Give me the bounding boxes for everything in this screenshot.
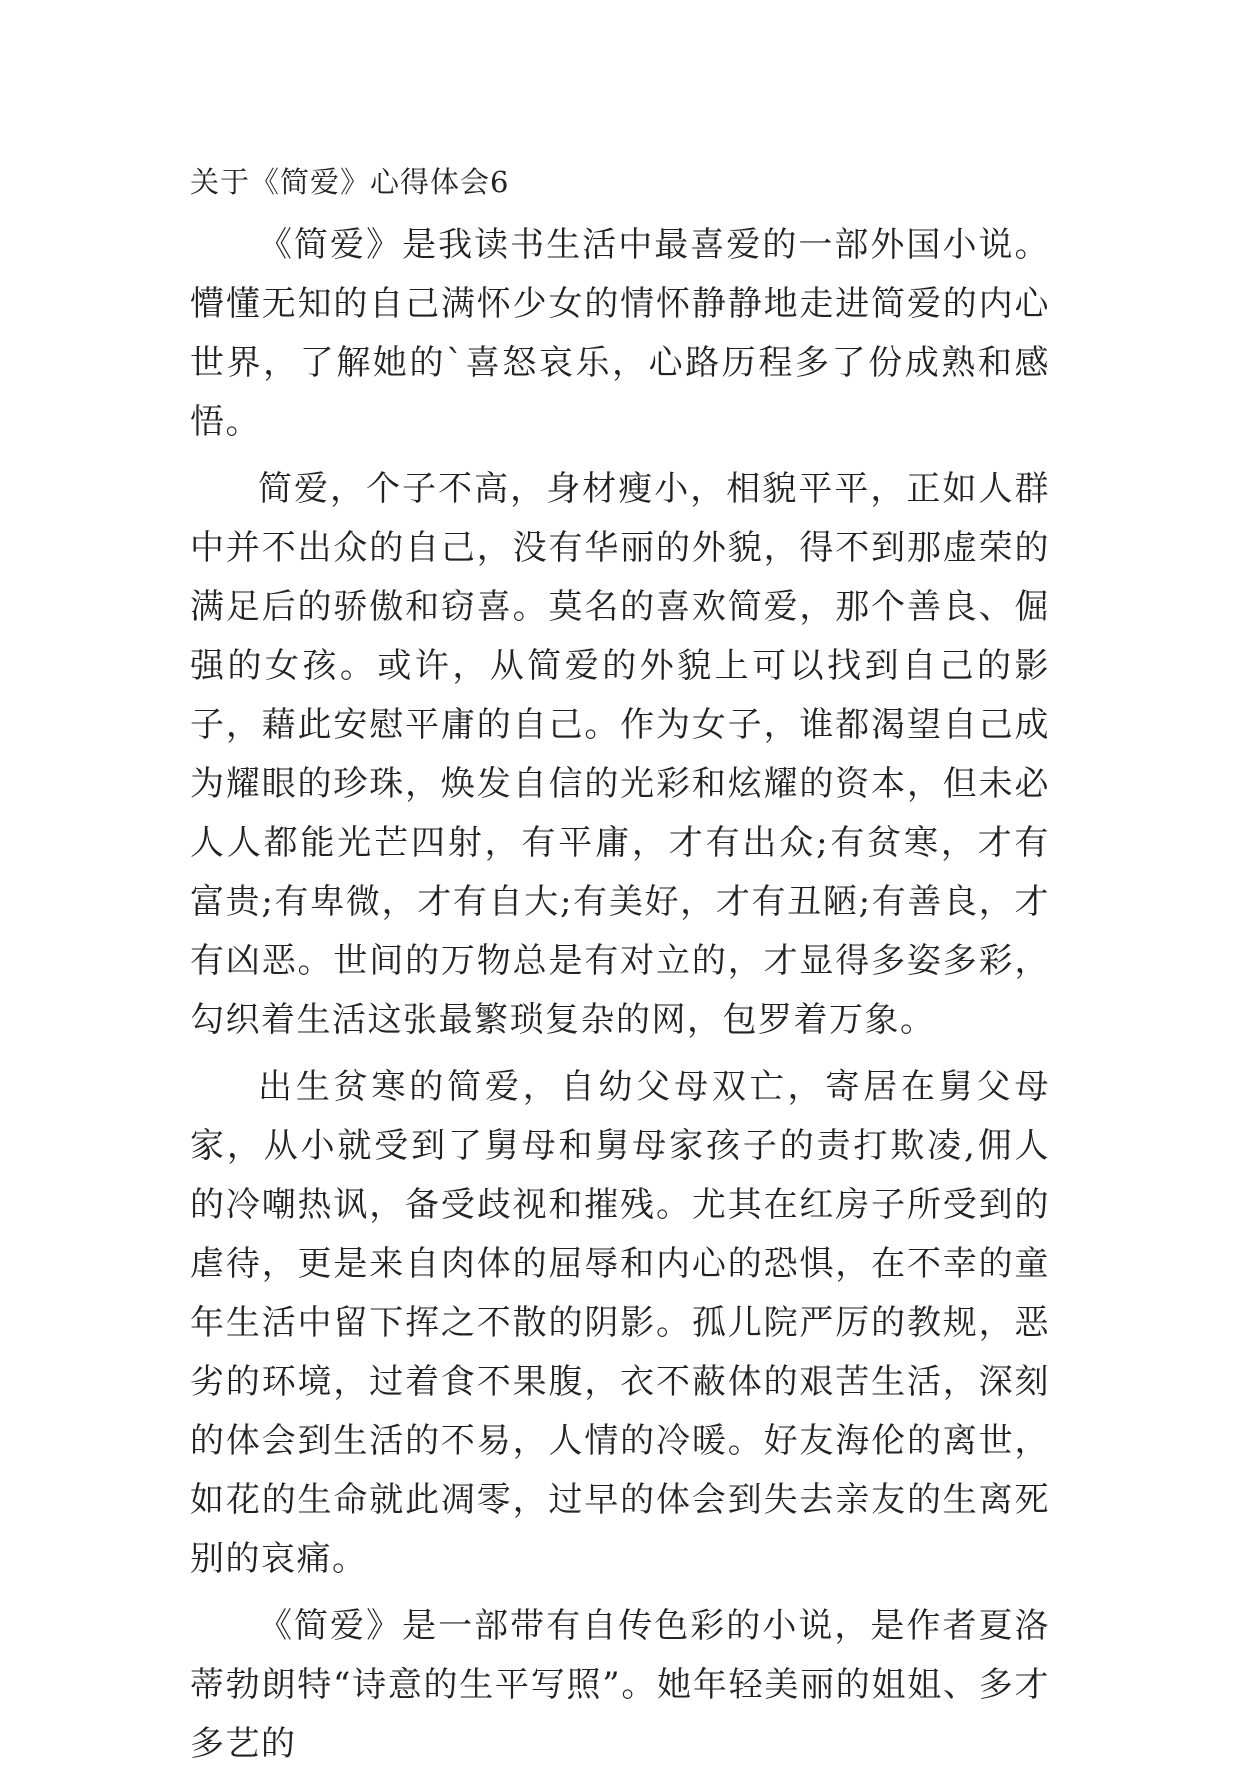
document-body [190,216,1050,1782]
document-title: 关于《简爱》心得体会6 [190,165,510,199]
paragraph: 《简爱》是一部带有自传色彩的小说，是作者夏洛蒂勃朗特“诗意的生平写照”。她年轻美丽的姐姐、多才多艺的 [190,1606,1050,1764]
paragraph: 出生贫寒的简爱，自幼父母双亡，寄居在舅父母家，从小就受到了舅母和舅母家孩子的责打欺凌,佣人的冷嘲热讽，备受歧视和摧残。尤其在红房子所受到的虐待，更是来自肉体的屈辱和内心的恐惧，在不幸的童年生活中留下挥之不散的阴影。孤儿院严厉的教规，恶劣的环境，过着食不果腹，衣不蔽体的艰苦生活，深刻的体会到生活的不易，人情的冷暖。好友海伦的离世，如花的生命就此凋零，过早的体会到失去亲友的生离死别的哀痛。 [190,1067,1050,1579]
paragraph: 《简爱》是我读书生活中最喜爱的一部外国小说。懵懂无知的自己满怀少女的情怀静静地走进简爱的内心世界，了解她的`喜怒哀乐，心路历程多了份成熟和感悟。 [190,225,1050,442]
paragraph: 简爱，个子不高，身材瘦小，相貌平平，正如人群中并不出众的自己，没有华丽的外貌，得不到那虚荣的满足后的骄傲和窃喜。莫名的喜欢简爱，那个善良、倔强的女孩。或许，从简爱的外貌上可以找到自己的影子，藉此安慰平庸的自己。作为女子，谁都渴望自己成为耀眼的珍珠，焕发自信的光彩和炫耀的资本，但未必人人都能光芒四射，有平庸，才有出众;有贫寒，才有富贵;有卑微，才有自大;有美好，才有丑陋;有善良，才有凶恶。世间的万物总是有对立的，才显得多姿多彩，勾织着生活这张最繁琐复杂的网，包罗着万象。 [190,469,1050,1040]
